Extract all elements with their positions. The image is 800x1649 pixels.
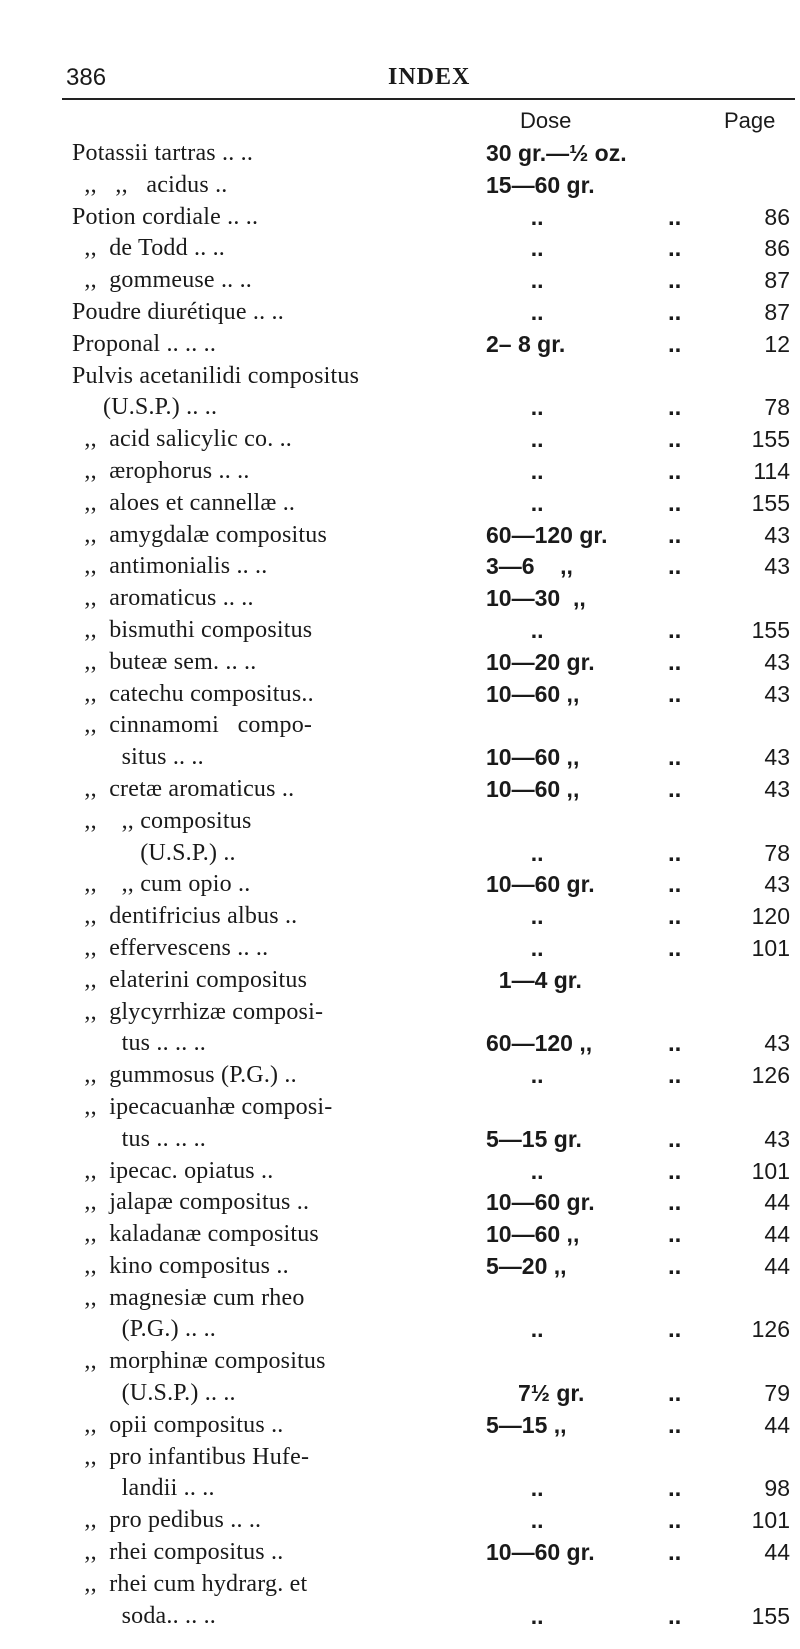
entry-page: 78 xyxy=(764,839,790,866)
entry-name: ,, ipecac. opiatus .. xyxy=(72,1157,274,1184)
entry-leader: .. xyxy=(668,330,682,358)
index-entry xyxy=(0,901,800,933)
entry-page: 155 xyxy=(751,426,790,453)
entry-leader: .. xyxy=(668,1316,682,1344)
entry-page: 101 xyxy=(751,1507,790,1534)
entry-name: ,, gummosus (P.G.) .. xyxy=(72,1062,297,1089)
entry-dose: 7½ gr. xyxy=(486,1380,585,1407)
entry-dose: 5—15 gr. xyxy=(486,1125,582,1152)
entry-leader: .. xyxy=(668,457,682,485)
entry-name: Poudre diurétique .. .. xyxy=(72,298,284,325)
index-entry xyxy=(0,1442,800,1474)
index-entry xyxy=(0,1156,800,1188)
entry-name: ,, kino compositus .. xyxy=(72,1252,289,1279)
entry-leader: .. xyxy=(668,616,682,644)
entry-name: ,, dentifricius albus .. xyxy=(72,903,298,930)
entry-name: ,, morphinæ compositus xyxy=(72,1348,326,1375)
index-entry xyxy=(0,615,800,647)
entry-leader: .. xyxy=(668,1030,682,1058)
entry-leader: .. xyxy=(668,934,682,962)
entry-name: ,, ipecacuanhæ composi- xyxy=(72,1093,333,1120)
entry-dose: 3—6 ,, xyxy=(486,553,573,580)
entry-dose: 10—60 ,, xyxy=(486,775,580,802)
entry-dose: .. xyxy=(486,426,544,453)
entry-name: ,, catechu compositus.. xyxy=(72,680,314,707)
entry-leader: .. xyxy=(668,394,682,422)
entry-name: ,, aloes et cannellæ .. xyxy=(72,489,296,516)
page-title: INDEX xyxy=(388,64,471,90)
entry-leader: .. xyxy=(668,1411,682,1439)
entry-page: 43 xyxy=(764,521,790,548)
entry-name: ,, pro infantibus Hufe- xyxy=(72,1443,310,1470)
index-entry xyxy=(0,583,800,615)
page-number: 386 xyxy=(66,64,107,91)
entry-name: ,, bismuthi compositus xyxy=(72,616,313,643)
index-entry xyxy=(0,806,800,838)
index-entry xyxy=(0,742,800,774)
entry-page: 44 xyxy=(764,1252,790,1279)
entry-page: 44 xyxy=(764,1189,790,1216)
index-entry xyxy=(0,1283,800,1315)
entry-name: ,, gommeuse .. .. xyxy=(72,267,252,294)
entry-page: 44 xyxy=(764,1221,790,1248)
entry-leader: .. xyxy=(668,521,682,549)
entry-dose: 10—60 gr. xyxy=(486,871,595,898)
entry-page: 43 xyxy=(764,871,790,898)
entry-leader: .. xyxy=(668,1475,682,1503)
index-entry xyxy=(0,1601,800,1633)
entry-dose: .. xyxy=(486,903,544,930)
entry-page: 98 xyxy=(764,1475,790,1502)
entry-name: ,, kaladanæ compositus xyxy=(72,1221,319,1248)
entry-name: ,, ,, compositus xyxy=(72,807,252,834)
index-entry xyxy=(0,488,800,520)
entry-leader: .. xyxy=(668,203,682,231)
entry-dose: 10—60 ,, xyxy=(486,744,580,771)
index-entry xyxy=(0,1537,800,1569)
entry-dose: .. xyxy=(486,839,544,866)
entry-page: 126 xyxy=(751,1062,790,1089)
entry-leader: .. xyxy=(668,648,682,676)
index-entry xyxy=(0,424,800,456)
index-entry xyxy=(0,1410,800,1442)
entry-dose: .. xyxy=(486,1316,544,1343)
entry-leader: .. xyxy=(668,1602,682,1630)
entry-leader: .. xyxy=(668,744,682,772)
index-entry xyxy=(0,329,800,361)
entry-name: ,, rhei compositus .. xyxy=(72,1539,284,1566)
entry-dose: .. xyxy=(486,235,544,262)
page-column-header: Page xyxy=(724,108,776,133)
index-entry xyxy=(0,710,800,742)
header-rule xyxy=(62,98,795,100)
index-entry xyxy=(0,869,800,901)
index-entry xyxy=(0,997,800,1029)
entry-page: 12 xyxy=(764,330,790,357)
entry-page: 43 xyxy=(764,680,790,707)
entry-page: 114 xyxy=(753,457,790,484)
entry-leader: .. xyxy=(668,1125,682,1153)
index-entry xyxy=(0,392,800,424)
index-entry xyxy=(0,838,800,870)
entry-dose: 10—60 gr. xyxy=(486,1189,595,1216)
entry-dose: 30 gr.—½ oz. xyxy=(486,140,627,166)
entry-name: (U.S.P.) .. xyxy=(72,839,236,866)
entry-name: ,, de Todd .. .. xyxy=(72,235,226,262)
entry-leader: .. xyxy=(668,1189,682,1217)
entry-name: ,, cretæ aromaticus .. xyxy=(72,775,295,802)
entry-dose: 10—60 gr. xyxy=(486,1539,595,1566)
index-entry xyxy=(0,202,800,234)
entry-page: 79 xyxy=(764,1380,790,1407)
index-entry xyxy=(0,679,800,711)
index-entry xyxy=(0,1060,800,1092)
entry-leader: .. xyxy=(668,1221,682,1249)
entry-dose: 60—120 gr. xyxy=(486,521,608,548)
entry-dose: .. xyxy=(486,394,544,421)
entry-name: ,, ærophorus .. .. xyxy=(72,457,250,484)
entry-leader: .. xyxy=(668,1062,682,1090)
entry-name: ,, magnesiæ cum rheo xyxy=(72,1284,305,1311)
index-entry xyxy=(0,520,800,552)
entry-leader: .. xyxy=(668,903,682,931)
entry-dose: 2– 8 gr. xyxy=(486,330,566,357)
entry-dose: .. xyxy=(486,1507,544,1534)
entry-leader: .. xyxy=(668,1157,682,1185)
entry-name: Pulvis acetanilidi compositus xyxy=(72,362,360,389)
entry-dose: 5—15 ,, xyxy=(486,1411,567,1438)
entry-leader: .. xyxy=(668,267,682,295)
entry-name: ,, opii compositus .. xyxy=(72,1411,284,1438)
entry-dose: 10—30 ,, xyxy=(486,585,586,612)
entry-page: 44 xyxy=(764,1411,790,1438)
index-entry xyxy=(0,170,800,202)
entry-dose: 1—4 gr. xyxy=(486,966,582,993)
index-entry xyxy=(0,297,800,329)
entry-dose: 5—20 ,, xyxy=(486,1252,567,1279)
dose-column-header: Dose xyxy=(520,108,572,133)
entry-name: (U.S.P.) .. .. xyxy=(72,1380,236,1407)
index-entry xyxy=(0,1473,800,1505)
index-entry xyxy=(0,965,800,997)
entry-leader: .. xyxy=(668,298,682,326)
entry-name: ,, ,, acidus .. xyxy=(72,171,228,198)
entry-page: 101 xyxy=(751,934,790,961)
entry-name: ,, effervescens .. .. xyxy=(72,934,269,961)
entry-dose: .. xyxy=(486,1475,544,1502)
entry-name: ,, acid salicylic co. .. xyxy=(72,426,292,453)
entry-name: tus .. .. .. xyxy=(72,1125,207,1152)
entry-name: ,, buteæ sem. .. .. xyxy=(72,648,257,675)
entry-page: 155 xyxy=(751,1602,790,1629)
entry-page: 43 xyxy=(764,1125,790,1152)
index-entry xyxy=(0,647,800,679)
entry-leader: .. xyxy=(668,680,682,708)
entry-page: 43 xyxy=(764,648,790,675)
entry-page: 101 xyxy=(751,1157,790,1184)
entry-leader: .. xyxy=(668,1380,682,1408)
entry-dose: 15—60 gr. xyxy=(486,171,595,198)
entry-page: 86 xyxy=(764,203,790,230)
index-entry xyxy=(0,774,800,806)
index-entry xyxy=(0,1505,800,1537)
entry-name: soda.. .. .. xyxy=(72,1602,216,1629)
entry-name: ,, jalapæ compositus .. xyxy=(72,1189,310,1216)
entry-name: ,, cinnamomi compo- xyxy=(72,712,313,739)
entry-page: 44 xyxy=(764,1539,790,1566)
index-entry xyxy=(0,1219,800,1251)
index-entry xyxy=(0,1124,800,1156)
index-entry xyxy=(0,265,800,297)
index-entry xyxy=(0,1028,800,1060)
entry-name: landii .. .. xyxy=(72,1475,215,1502)
index-entry xyxy=(0,361,800,393)
entry-leader: .. xyxy=(668,426,682,454)
entry-leader: .. xyxy=(668,235,682,263)
entry-page: 126 xyxy=(751,1316,790,1343)
index-entry xyxy=(0,551,800,583)
entry-dose: .. xyxy=(486,616,544,643)
entry-page: 155 xyxy=(751,616,790,643)
entry-page: 43 xyxy=(764,553,790,580)
index-entry xyxy=(0,233,800,265)
entry-dose: .. xyxy=(486,298,544,325)
entry-dose: 10—60 ,, xyxy=(486,680,580,707)
entry-name: (U.S.P.) .. .. xyxy=(72,394,218,421)
entry-leader: .. xyxy=(668,839,682,867)
entry-name: ,, amygdalæ compositus xyxy=(72,521,327,548)
entry-leader: .. xyxy=(668,1252,682,1280)
index-entry xyxy=(0,1569,800,1601)
entry-dose: .. xyxy=(486,267,544,294)
entry-page: 78 xyxy=(764,394,790,421)
entry-name: Proponal .. .. .. xyxy=(72,330,217,357)
index-entry xyxy=(0,456,800,488)
entry-leader: .. xyxy=(668,553,682,581)
index-entry xyxy=(0,1346,800,1378)
entry-name: ,, aromaticus .. .. xyxy=(72,585,254,612)
entry-name: ,, elaterini compositus xyxy=(72,966,308,993)
index-entry xyxy=(0,933,800,965)
entry-dose: .. xyxy=(486,489,544,516)
entry-page: 43 xyxy=(764,744,790,771)
entry-page: 87 xyxy=(764,267,790,294)
entry-dose: .. xyxy=(486,934,544,961)
entry-leader: .. xyxy=(668,489,682,517)
entry-dose: .. xyxy=(486,1157,544,1184)
entry-page: 43 xyxy=(764,1030,790,1057)
entry-name: ,, pro pedibus .. .. xyxy=(72,1507,262,1534)
index-entry xyxy=(0,1251,800,1283)
entry-dose: .. xyxy=(486,203,544,230)
entry-dose: 10—60 ,, xyxy=(486,1221,580,1248)
entry-name: tus .. .. .. xyxy=(72,1030,207,1057)
entry-leader: .. xyxy=(668,1507,682,1535)
entry-dose: 60—120 ,, xyxy=(486,1030,593,1057)
entry-dose: .. xyxy=(486,1602,544,1629)
entry-leader: .. xyxy=(668,775,682,803)
entry-name: (P.G.) .. .. xyxy=(72,1316,217,1343)
entry-page: 86 xyxy=(764,235,790,262)
entry-page: 120 xyxy=(751,903,790,930)
entry-name: situs .. .. xyxy=(72,744,204,771)
entry-leader: .. xyxy=(668,1539,682,1567)
entry-name: ,, antimonialis .. .. xyxy=(72,553,268,580)
index-entry xyxy=(0,1187,800,1219)
index-list xyxy=(0,138,800,1632)
entry-dose: .. xyxy=(486,457,544,484)
entry-dose: .. xyxy=(486,1062,544,1089)
entry-name: ,, glycyrrhizæ composi- xyxy=(72,998,324,1025)
entry-name: Potion cordiale .. .. xyxy=(72,203,259,230)
entry-dose: 10—20 gr. xyxy=(486,648,595,675)
index-entry xyxy=(0,1378,800,1410)
entry-leader: .. xyxy=(668,871,682,899)
index-entry xyxy=(0,1092,800,1124)
entry-page: 155 xyxy=(751,489,790,516)
index-entry xyxy=(0,1314,800,1346)
index-entry xyxy=(0,138,800,170)
entry-page: 43 xyxy=(764,775,790,802)
entry-name: ,, rhei cum hydrarg. et xyxy=(72,1570,308,1597)
entry-name: ,, ,, cum opio .. xyxy=(72,871,251,898)
entry-name: Potassii tartras .. .. xyxy=(72,140,254,166)
entry-page: 87 xyxy=(764,298,790,325)
